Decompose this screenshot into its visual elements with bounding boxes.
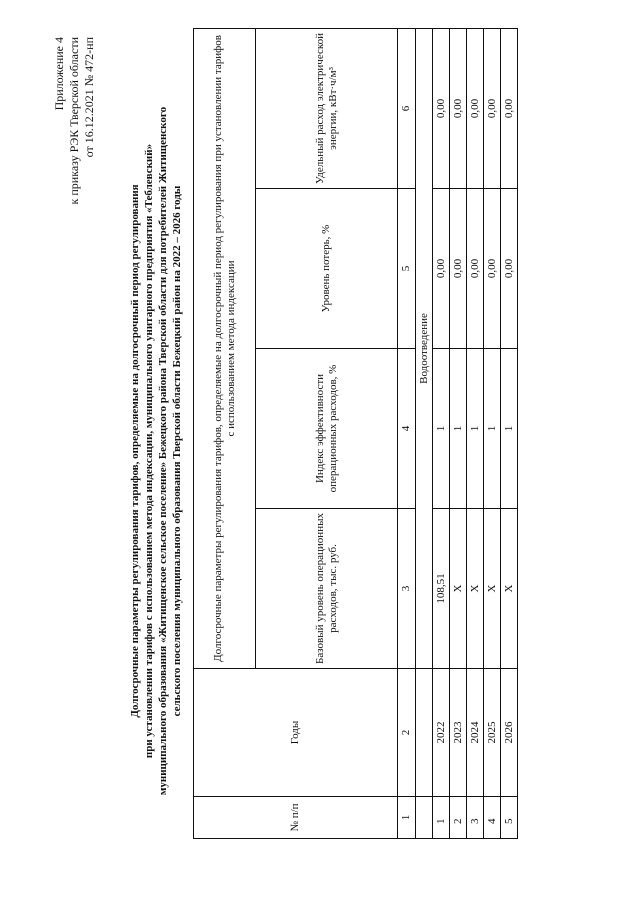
cell-number: 3 [467, 797, 484, 839]
cell-loss-level: 0,00 [484, 189, 501, 349]
cell-efficiency-index: 1 [450, 349, 467, 509]
appendix-line-1: Приложение 4 [52, 37, 66, 111]
cell-efficiency-index: 1 [484, 349, 501, 509]
cell-number: 4 [484, 797, 501, 839]
appendix-note [52, 37, 97, 899]
title-line-3: муниципального образования «Житищенское сельское поселение» Бежецкого района Тверской области для потребителей Житищенского [157, 106, 169, 796]
cell-base-opex: Х [467, 509, 484, 669]
cell-number: 2 [450, 797, 467, 839]
cell-efficiency-index: 1 [467, 349, 484, 509]
title-line-1: Долгосрочные параметры регулирования тарифов, определяемые на долгосрочный период регулирования [129, 184, 141, 718]
cell-energy-consumption: 0,00 [484, 28, 501, 188]
table-header-row [194, 28, 256, 838]
table-row [467, 28, 484, 838]
cell-energy-consumption: 0,00 [450, 28, 467, 188]
cell-base-opex: Х [450, 509, 467, 669]
title-line-2: при установлении тарифов с использованием метода индексации, муниципального унитарного предприятия «Теблевский» [143, 143, 155, 759]
document-title [128, 41, 184, 861]
table-row [484, 28, 501, 838]
cell-number: 1 [433, 797, 450, 839]
table-row [450, 28, 467, 838]
cell-energy-consumption: 0,00 [501, 28, 518, 188]
cell-year: 2025 [484, 669, 501, 797]
table-row [501, 28, 518, 838]
header-years: Годы [194, 669, 398, 797]
column-index: 4 [398, 349, 416, 509]
column-index: 5 [398, 189, 416, 349]
column-index: 1 [398, 797, 416, 839]
column-index: 3 [398, 509, 416, 669]
cell-number: 5 [501, 797, 518, 839]
header-efficiency-index: Индекс эффективности операционных расходов, % [256, 349, 398, 509]
cell-efficiency-index: 1 [501, 349, 518, 509]
header-group: Долгосрочные параметры регулирования тарифов, определяемые на долгосрочный период регулирования при установлении тарифов с использованием метода индексации [194, 28, 256, 668]
header-base-opex: Базовый уровень операционных расходов, тыс. руб. [256, 509, 398, 669]
cell-loss-level: 0,00 [433, 189, 450, 349]
header-energy-consumption: Удельный расход электрической энергии, кВт·ч/м³ [256, 28, 398, 188]
appendix-line-2: к приказу РЭК Тверской области [67, 37, 81, 205]
cell-year: 2023 [450, 669, 467, 797]
header-number: № п/п [194, 797, 398, 839]
cell-base-opex: Х [484, 509, 501, 669]
tariff-parameters-table [193, 28, 518, 839]
header-loss-level: Уровень потерь, % [256, 189, 398, 349]
column-index: 2 [398, 669, 416, 797]
cell-loss-level: 0,00 [501, 189, 518, 349]
cell-base-opex: Х [501, 509, 518, 669]
cell-energy-consumption: 0,00 [433, 28, 450, 188]
cell-loss-level: 0,00 [467, 189, 484, 349]
table-row [433, 28, 450, 838]
cell-efficiency-index: 1 [433, 349, 450, 509]
cell-year: 2022 [433, 669, 450, 797]
cell-base-opex: 108,51 [433, 509, 450, 669]
title-line-4: сельского поселения муниципального образования Тверской области Бежецкий район на 2022 – 2026 годы [171, 185, 183, 717]
cell-year: 2026 [501, 669, 518, 797]
cell-loss-level: 0,00 [450, 189, 467, 349]
cell-year: 2024 [467, 669, 484, 797]
section-row [416, 28, 433, 838]
cell-energy-consumption: 0,00 [467, 28, 484, 188]
column-index: 6 [398, 28, 416, 188]
column-index-row [398, 28, 416, 838]
appendix-line-3: от 16.12.2021 № 472-нп [82, 37, 96, 158]
section-title: Водоотведение [416, 28, 433, 668]
